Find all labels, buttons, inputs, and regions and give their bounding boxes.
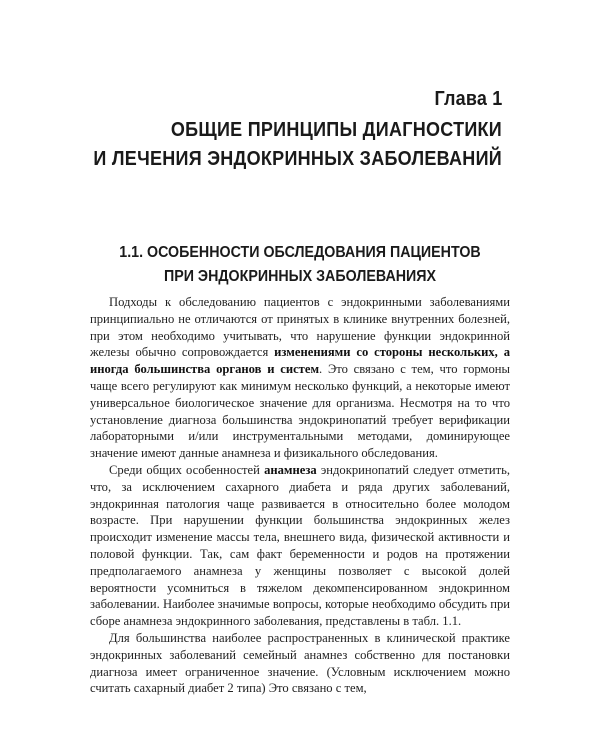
chapter-label: Глава 1 [434,88,502,110]
paragraph-text: Для большинства наиболее распространенных в клинической практике эндокринных заболеваний семейный анамнез собственно для постановки диагноза имеет ограниченное значение. (Условным исключением можно считать сахарный диабет 2 типа) Это связано с тем, [90,630,510,696]
paragraph-emphasis: анамнеза [264,462,317,477]
paragraph-text: Среди общих особенностей [109,462,265,477]
paragraph-text: . Это связано с тем, что гормоны чаще всего регулируют как минимум несколько функций, а некоторые имеют универсальное биологическое значение для организма. Несмотря на то что установление диагноза большинства эндокринопатий требует верификации лабораторными и/или инструментальными методами, доминирующее значение имеют данные анамнеза и физикального обследования. [90,362,510,461]
paragraph [90,630,510,697]
chapter-title-line: И ЛЕЧЕНИЯ ЭНДОКРИННЫХ ЗАБОЛЕВАНИЙ [93,148,502,170]
paragraph-text: Подходы к обследованию пациентов с эндокринными заболеваниями принципиально не отличаются от принятых в клинике внутренних болезней, при этом необходимо учитывать, что нарушение функции эндокринной железы обычно сопровождается [90,295,510,360]
chapter-title [88,116,502,174]
body-text [90,294,510,697]
section-title [107,241,493,289]
paragraph [90,294,510,462]
chapter-title-line: ОБЩИЕ ПРИНЦИПЫ ДИАГНОСТИКИ [170,119,502,141]
paragraph-emphasis: изменениями со стороны нескольких, а иногда большинства органов и систем [90,345,510,377]
section-title-line: ПРИ ЭНДОКРИННЫХ ЗАБОЛЕВАНИЯХ [163,268,437,285]
paragraph [90,462,510,630]
paragraph-text: эндокринопатий следует отметить, что, за исключением сахарного диабета и ряда других заболеваний, эндокринная патология чаще развивается в относительно более молодом возрасте. При нарушении функции большинства эндокринных желез происходит изменение массы тела, внешнего вида, физической активности и половой функции. Так, сам факт беременности и родов на протяжении предполагаемого анамнеза у женщины позволяет с высокой долей вероятности усомниться в тяжелом декомпенсированном эндокринном заболевании. Наиболее значимые вопросы, которые необходимо обсудить при сборе анамнеза эндокринного заболевания, представлены в табл. 1.1. [90,462,510,629]
section-title-line: 1.1. ОСОБЕННОСТИ ОБСЛЕДОВАНИЯ ПАЦИЕНТОВ [119,244,481,261]
